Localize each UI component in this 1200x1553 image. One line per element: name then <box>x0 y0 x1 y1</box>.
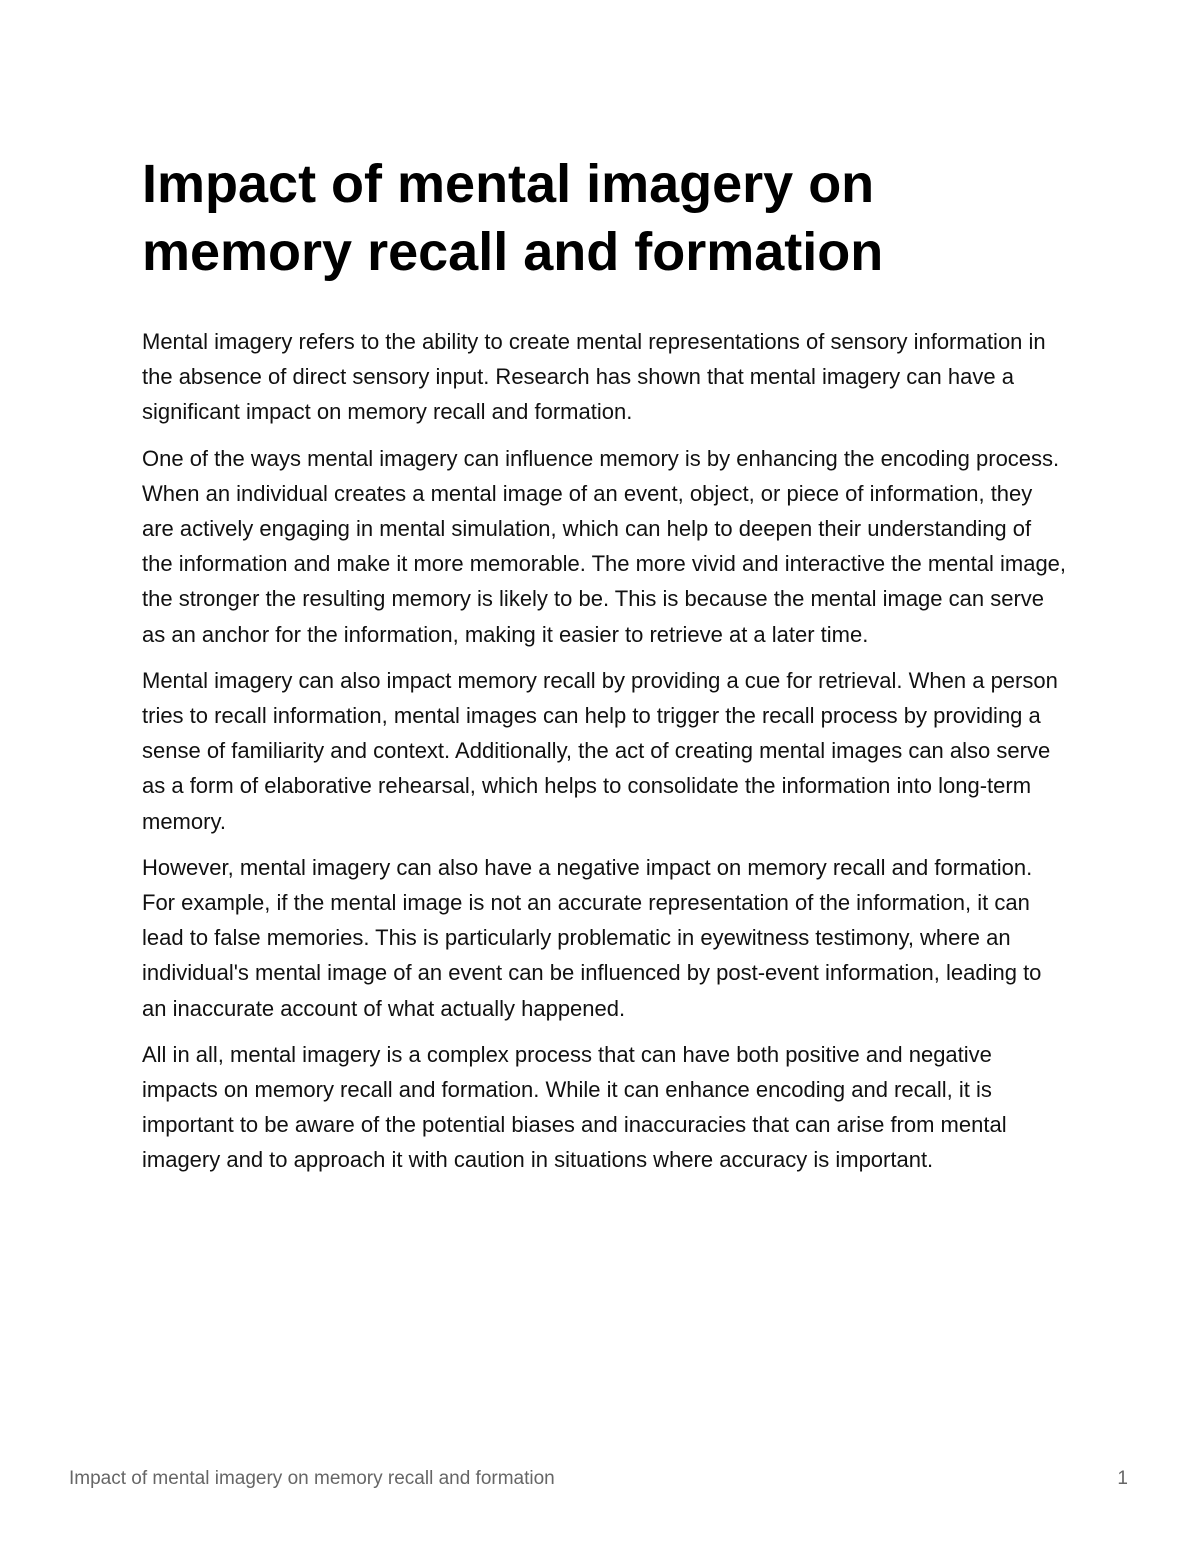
page-footer <box>69 1465 1128 1493</box>
paragraph-1: Mental imagery refers to the ability to create mental representations of sensory information in the absence of direct sensory input. Research has shown that mental imagery can have a significant impact on memory recall and formation. <box>142 329 1046 425</box>
paragraph-2: One of the ways mental imagery can influence memory is by enhancing the encoding process. When an individual creates a mental image of an event, object, or piece of information, they are actively engaging in mental simulation, which can help to deepen their understanding of the information and make it more memorable. The more vivid and interactive the mental image, the stronger the resulting memory is likely to be. This is because the mental image can serve as an anchor for the information, making it easier to retrieve at a later time. <box>142 445 1067 647</box>
footer-running-title: Impact of mental imagery on memory recall and formation <box>69 1468 555 1489</box>
document-body <box>142 150 1067 1189</box>
paragraph-4: However, mental imagery can also have a negative impact on memory recall and formation. For example, if the mental image is not an accurate representation of the information, it can lead to false memories. This is particularly problematic in eyewitness testimony, where an individual's mental image of an event can be influenced by post-event information, leading to an inaccurate account of what actually happened. <box>142 854 1042 1021</box>
paragraph-3: Mental imagery can also impact memory recall by providing a cue for retrieval. When a person tries to recall information, mental images can help to trigger the recall process by providing a sense of familiarity and context. Additionally, the act of creating mental images can also serve as a form of elaborative rehearsal, which helps to consolidate the information into long-term memory. <box>142 667 1058 834</box>
document-title: Impact of mental imagery on memory recall and formation <box>142 154 884 282</box>
page-number: 1 <box>1117 1468 1128 1489</box>
paragraph-list <box>142 324 1067 1178</box>
paragraph-5: All in all, mental imagery is a complex process that can have both positive and negative impacts on memory recall and formation. While it can enhance encoding and recall, it is important to be aware of the potential biases and inaccuracies that can arise from mental imagery and to approach it with caution in situations where accuracy is important. <box>142 1041 1007 1173</box>
